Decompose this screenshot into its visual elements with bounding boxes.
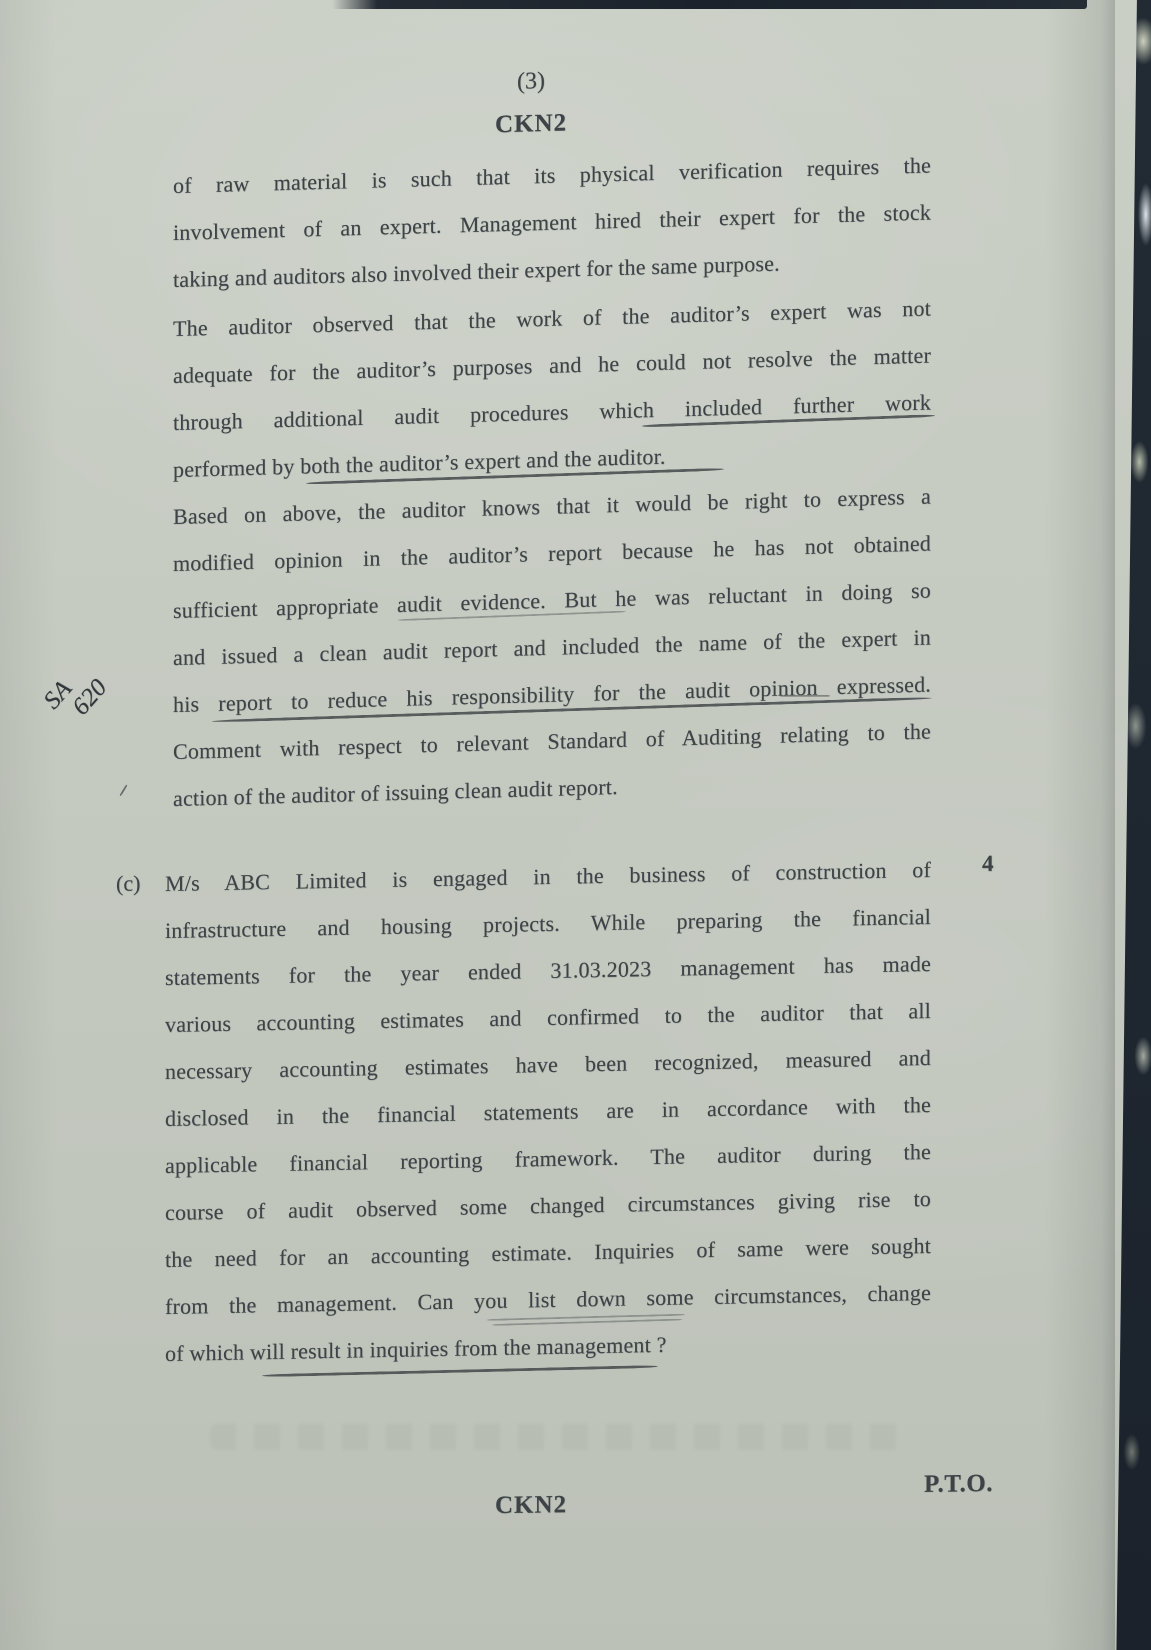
body-line: The auditor observed that the work of the auditor’s expert was not bbox=[173, 295, 931, 341]
question-line: applicable financial reporting framework. The auditor during the bbox=[165, 1138, 931, 1178]
body-line: Based on above, the auditor knows that it would be right to express a bbox=[173, 483, 931, 529]
question-line: statements for the year ended 31.03.2023 management has made bbox=[165, 950, 931, 990]
paper-code-footer: CKN2 bbox=[494, 1491, 568, 1520]
body-line: through additional audit procedures which included further work bbox=[173, 389, 931, 435]
handwritten-margin-note bbox=[39, 658, 112, 731]
section-question-b bbox=[0, 0, 1100, 850]
margin-note-text: 620 bbox=[67, 674, 113, 721]
margin-note-text: SA bbox=[38, 675, 78, 715]
question-line: necessary accounting estimates have been recognized, measured and bbox=[165, 1044, 931, 1084]
body-line: modified opinion in the auditor’s report because he has not obtained bbox=[173, 530, 931, 576]
question-label: (c) bbox=[116, 870, 141, 896]
pen-mark-opinion bbox=[780, 695, 830, 697]
body-line: involvement of an expert. Management hired their expert for the stock bbox=[173, 199, 931, 245]
question-line: disclosed in the financial statements are in accordance with the bbox=[165, 1091, 931, 1131]
pen-tick-mark bbox=[119, 784, 128, 796]
body-line: Comment with respect to relevant Standard of Auditing relating to the bbox=[173, 718, 931, 764]
body-line: sufficient appropriate audit evidence. But he was reluctant in doing so bbox=[173, 577, 931, 623]
question-line: various accounting estimates and confirmed to the auditor that all bbox=[165, 997, 931, 1037]
paper-code-header: CKN2 bbox=[494, 109, 568, 139]
pto-label: P.T.O. bbox=[924, 1469, 993, 1498]
question-line: infrastructure and housing projects. While preparing the financial bbox=[165, 903, 931, 943]
body-line: performed by both the auditor’s expert and the auditor. bbox=[173, 443, 666, 482]
question-line: the need for an accounting estimate. Inquiries of same were sought bbox=[165, 1232, 931, 1272]
body-line: taking and auditors also involved their expert for the same purpose. bbox=[173, 250, 780, 292]
body-line: his report to reduce his responsibility for the audit opinion expressed. bbox=[173, 671, 931, 717]
body-line: of raw material is such that its physical verification requires the bbox=[173, 152, 931, 198]
body-line: and issued a clean audit report and included the name of the expert in bbox=[173, 624, 931, 670]
section-footer bbox=[0, 1461, 1100, 1594]
ink-bleed-through bbox=[210, 1424, 900, 1450]
question-line: course of audit observed some changed circumstances giving rise to bbox=[165, 1185, 931, 1225]
marks-value: 4 bbox=[982, 850, 994, 877]
body-line: action of the auditor of issuing clean audit report. bbox=[173, 773, 618, 811]
section-question-c bbox=[0, 828, 1100, 1408]
page-number: (3) bbox=[517, 67, 545, 95]
question-line: M/s ABC Limited is engaged in the business of construction of bbox=[165, 856, 931, 896]
question-line: from the management. Can you list down some circumstances, change bbox=[165, 1279, 931, 1319]
question-line: of which will result in inquiries from the management ? bbox=[165, 1331, 667, 1366]
body-line: adequate for the auditor’s purposes and he could not resolve the matter bbox=[173, 342, 931, 388]
